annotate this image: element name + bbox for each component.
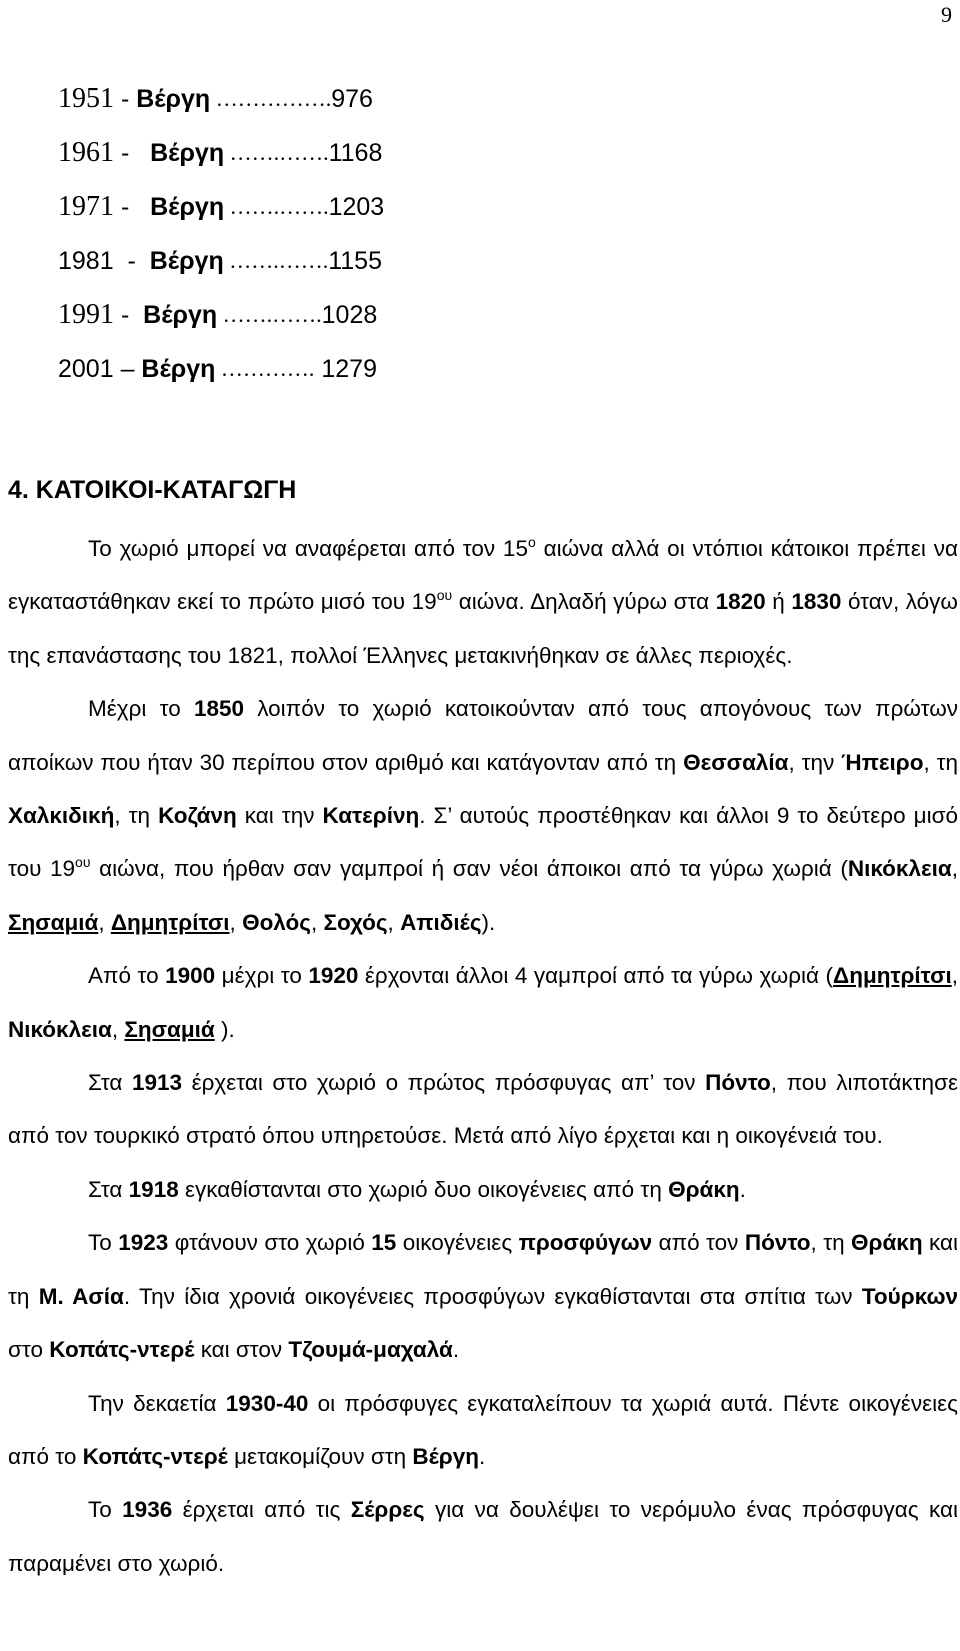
text: όταν, λόγω της επανάστασης του 1821, πολλοί Έλληνες μετακινήθηκαν σε άλλες περιοχές. xyxy=(8,589,959,668)
text: αιώνα, που ήρθαν σαν γαμπροί ή σαν νέοι άποικοι από τα γύρω χωριά ( xyxy=(90,856,848,882)
population-row xyxy=(58,342,658,396)
text: Στα xyxy=(88,1070,132,1096)
population-village: Βέργη xyxy=(150,138,225,167)
text: , xyxy=(951,856,959,882)
population-dots: ……………. xyxy=(210,86,332,111)
family-count: 15 xyxy=(371,1230,397,1256)
year: 1820 xyxy=(715,589,766,615)
place-name: Σέρρες xyxy=(350,1497,425,1523)
text: ). xyxy=(481,909,496,935)
text: , xyxy=(229,909,243,935)
paragraph-first-settlers xyxy=(8,682,958,949)
text: και στον xyxy=(194,1337,289,1363)
place-name: Τζουμά-μαχαλά xyxy=(288,1337,453,1363)
population-row xyxy=(58,180,658,234)
population-count: 1279 xyxy=(314,354,377,383)
paragraph-1930s xyxy=(8,1377,958,1484)
population-dots: …….……. xyxy=(224,194,329,219)
region-name: Θράκη xyxy=(668,1176,740,1202)
text: ). xyxy=(214,1016,235,1042)
village-name: Σοχός xyxy=(323,909,388,935)
year: 1913 xyxy=(131,1070,183,1096)
text: έρχεται από τις xyxy=(172,1497,351,1523)
text: αιώνα αλλά οι ντόπιοι κάτοικοι πρέπει να εγκαταστάθηκαν εκεί το πρώτο μισό του 19 xyxy=(8,536,958,615)
year: 1850 xyxy=(193,696,245,722)
population-count: 1155 xyxy=(328,246,382,275)
population-separator: – xyxy=(113,354,142,383)
population-year: 2001 xyxy=(58,354,114,383)
text: ή xyxy=(765,589,792,615)
population-village: Βέργη xyxy=(143,300,218,329)
place-name: Κοπάτς-ντερέ xyxy=(49,1337,195,1363)
region-name: Κοζάνη xyxy=(158,803,237,829)
population-list xyxy=(58,72,658,396)
text: . Σ’ αυτούς προστέθηκαν και άλλοι 9 το δεύτερο μισό του 19 xyxy=(8,803,959,882)
text: Το χωριό μπορεί να αναφέρεται από τον 15 xyxy=(88,536,528,561)
text: και την xyxy=(236,803,323,829)
paragraph-thrace-families xyxy=(8,1163,958,1216)
ordinal-suffix: ο xyxy=(527,534,536,550)
text: εγκαθίστανται στο χωριό δυο οικογένειες από τη xyxy=(178,1176,669,1202)
year: 1920 xyxy=(308,963,359,989)
text: Το xyxy=(88,1230,119,1256)
text: . xyxy=(739,1176,746,1202)
region-name: Χαλκιδική xyxy=(8,803,115,829)
village-name: Απιδιές xyxy=(400,909,482,935)
paragraph-1923-refugees xyxy=(8,1216,958,1376)
text: Στα xyxy=(88,1176,129,1202)
population-dots: …….……. xyxy=(223,248,329,273)
year: 1930-40 xyxy=(225,1390,309,1416)
population-dots: …….……. xyxy=(217,302,322,327)
population-village: Βέργη xyxy=(150,192,225,221)
population-separator: - xyxy=(114,300,144,329)
population-dots: …….……. xyxy=(224,140,329,165)
text: μέχρι το xyxy=(215,963,309,989)
population-separator: - xyxy=(114,138,151,167)
paragraph-first-refugee xyxy=(8,1056,958,1163)
text: , xyxy=(387,909,401,935)
place-name: Βέργη xyxy=(412,1443,479,1469)
place-name: Κοπάτς-ντερέ xyxy=(82,1443,228,1469)
village-name: Νικόκλεια xyxy=(8,1016,112,1042)
page-number: 9 xyxy=(941,2,952,27)
population-count: 1168 xyxy=(328,138,383,167)
village-name: Δημητρίτσι xyxy=(833,963,952,989)
population-separator: - xyxy=(114,192,151,221)
text: έρχεται στο χωριό ο πρώτος πρόσφυγας απ’ τον xyxy=(182,1070,706,1096)
population-count: 976 xyxy=(331,84,373,113)
text: , xyxy=(311,909,324,935)
region-name: Κατερίνη xyxy=(322,803,420,829)
section-inhabitants-origin xyxy=(8,468,958,1590)
text: και τη xyxy=(8,1230,959,1309)
year: 1918 xyxy=(128,1176,179,1202)
region-name: Πόντο xyxy=(705,1070,771,1096)
text: οικογένειες xyxy=(396,1230,519,1256)
year: 1923 xyxy=(118,1230,169,1256)
population-separator: - xyxy=(113,246,150,275)
population-village: Βέργη xyxy=(136,84,211,113)
text: Το xyxy=(88,1497,123,1523)
population-village: Βέργη xyxy=(141,354,216,383)
population-row xyxy=(58,234,658,288)
text: , την xyxy=(788,749,842,775)
region-name: Θεσσαλία xyxy=(683,749,789,775)
region-name: Μ. Ασία xyxy=(38,1283,124,1309)
text: έρχονται άλλοι 4 γαμπροί από τα γύρω χωριά ( xyxy=(358,963,834,989)
paragraph-1936 xyxy=(8,1483,958,1590)
population-count: 1028 xyxy=(321,300,378,329)
population-separator: - xyxy=(114,84,137,113)
text: , xyxy=(98,909,111,935)
population-dots: …………. xyxy=(215,356,315,381)
population-year: 1981 xyxy=(58,246,114,275)
village-name: Νικόκλεια xyxy=(847,856,952,882)
region-name: Ήπειρο xyxy=(841,749,924,775)
text: οι πρόσφυγες εγκαταλείπουν τα χωριά αυτά. Πέντε οικογένειες από το xyxy=(8,1390,958,1469)
text: , xyxy=(951,963,958,989)
text: για να δουλέψει το νερόμυλο ένας πρόσφυγας και παραμένει στο χωριό. xyxy=(8,1497,959,1576)
text: λοιπόν το χωριό κατοικούνταν από τους απογόνους των πρώτων αποίκων που ήταν 30 περίπου στον αριθμό και κατάγονταν από τη xyxy=(8,696,959,775)
emphasis: προσφύγων xyxy=(518,1230,653,1256)
population-village: Βέργη xyxy=(149,246,224,275)
population-count: 1203 xyxy=(328,192,385,221)
year: 1830 xyxy=(791,589,842,615)
emphasis: Τούρκων xyxy=(861,1283,958,1309)
population-row xyxy=(58,288,658,342)
village-name: Θολός xyxy=(242,909,311,935)
text: αιώνα. Δηλαδή γύρω στα xyxy=(452,589,716,615)
text: στο xyxy=(8,1337,50,1363)
text: από τον xyxy=(652,1230,745,1256)
population-row xyxy=(58,72,658,126)
population-year: 1961 xyxy=(58,137,114,168)
year: 1936 xyxy=(122,1497,173,1523)
paragraph-settlement xyxy=(8,522,958,682)
text: φτάνουν στο χωριό xyxy=(168,1230,372,1256)
text: . Την ίδια χρονιά οικογένειες προσφύγων εγκαθίστανται στα σπίτια των xyxy=(123,1283,862,1309)
year: 1900 xyxy=(165,963,216,989)
population-year: 1951 xyxy=(58,83,114,114)
text: . xyxy=(478,1443,486,1469)
text: , τη xyxy=(923,749,958,775)
ordinal-suffix: ου xyxy=(75,854,91,871)
text: Μέχρι το xyxy=(88,696,194,722)
text: μετακομίζουν στη xyxy=(227,1443,413,1469)
population-year: 1971 xyxy=(58,191,114,222)
text: Από το xyxy=(88,963,166,989)
village-name: Δημητρίτσι xyxy=(110,909,230,935)
paragraph-grooms xyxy=(8,949,958,1056)
region-name: Πόντο xyxy=(744,1230,811,1256)
population-row xyxy=(58,126,658,180)
text: , που λιποτάκτησε από τον τουρκικό στρατό όπου υπηρετούσε. Μετά από λίγο έρχεται και η οικογένειά του. xyxy=(8,1070,958,1149)
village-name: Σησαμιά xyxy=(124,1016,215,1042)
text: Την δεκαετία xyxy=(88,1390,226,1416)
section-heading: 4. ΚΑΤΟΙΚΟΙ-ΚΑΤΑΓΩΓΗ xyxy=(8,476,297,504)
population-year: 1991 xyxy=(58,299,114,330)
text: . xyxy=(452,1337,460,1363)
village-name: Σησαμιά xyxy=(8,909,99,935)
text: , τη xyxy=(810,1230,852,1256)
text: , τη xyxy=(114,803,159,829)
ordinal-suffix: ου xyxy=(436,587,453,604)
text: , xyxy=(111,1016,125,1042)
region-name: Θράκη xyxy=(851,1230,923,1256)
